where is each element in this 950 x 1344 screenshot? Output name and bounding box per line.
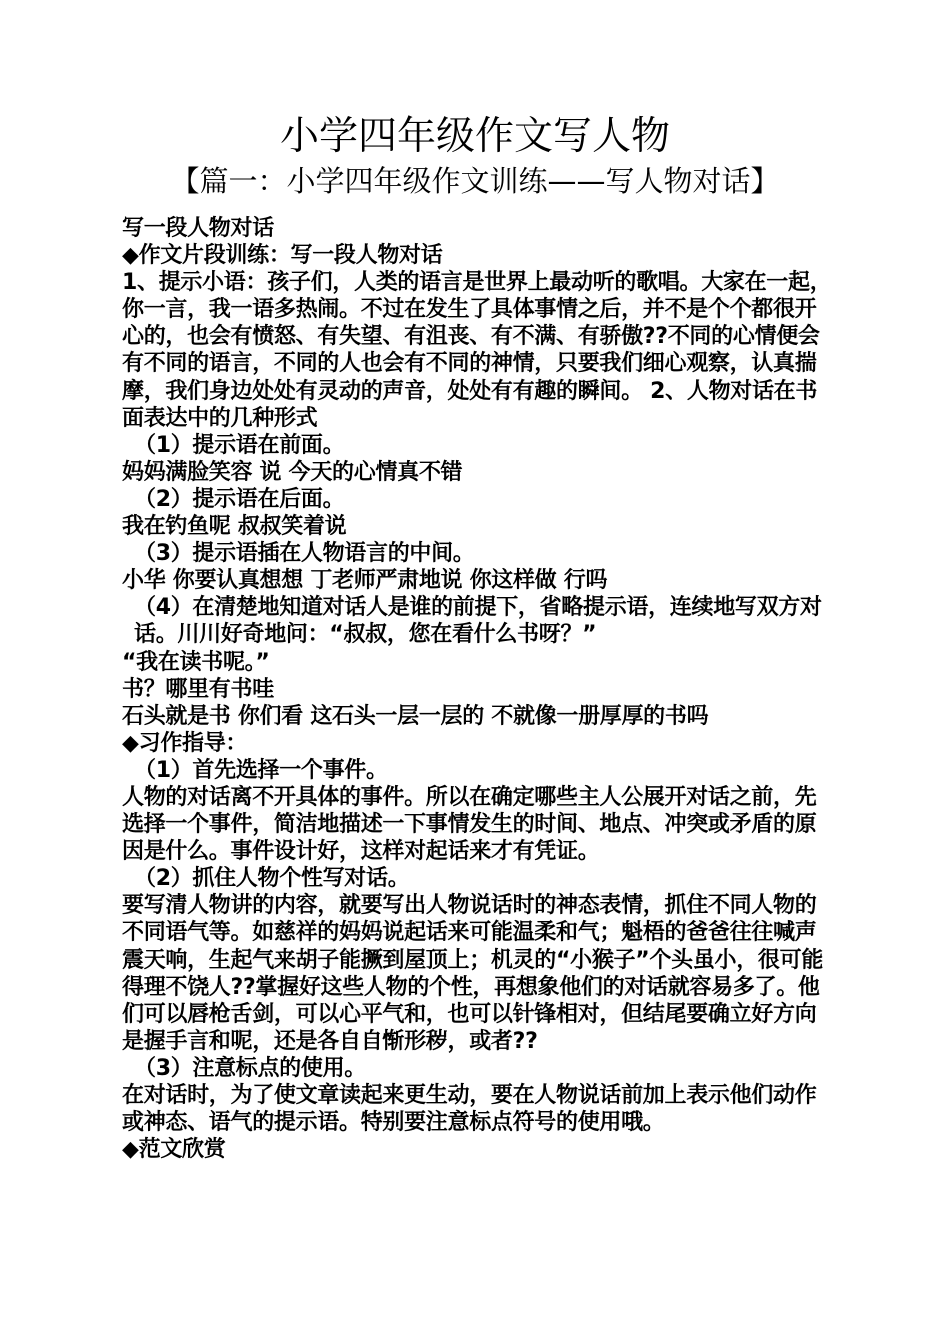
- example-line: 妈妈满脸笑容 说 今天的心情真不错: [122, 459, 463, 485]
- subheading: （2）提示语在后面。: [134, 486, 345, 512]
- body-paragraph: 1、提示小语：孩子们，人类的语言是世界上最动听的歌唱。大家在一起，你一言，我一语多热闹。不过在发生了具体事情之后，并不是个个都很开心的，也会有愤怒、有失望、有沮丧、有不满、有骄傲??不同的心情便会有不同的语言，不同的人也会有不同的神情，只要我们细心观察，认真揣摩，我们身边处处有灵动的声音，处处有有趣的瞬间。 2、人物对话在书面表达中的几种形式: [122, 270, 832, 431]
- subheading: （2）抓住人物个性写对话。: [134, 866, 410, 892]
- example-line: 书？哪里有书哇: [122, 676, 274, 702]
- document-subtitle: 【篇一：小学四年级作文训练——写人物对话】: [170, 164, 780, 198]
- document-title: 小学四年级作文写人物: [279, 114, 670, 159]
- body-paragraph: 人物的对话离不开具体的事件。所以在确定哪些主人公展开对话之前，先选择一个事件，简洁地描述一下事情发生的时间、地点、冲突或矛盾的原因是什么。事件设计好，这样对起话来才有凭证。: [122, 784, 817, 865]
- example-line: “我在读书呢。”: [122, 649, 270, 675]
- example-line: 小华 你要认真想想 丁老师严肃地说 你这样做 行吗: [122, 568, 608, 594]
- subheading: （3）注意标点的使用。: [134, 1055, 367, 1081]
- example-line: 石头就是书 你们看 这石头一层一层的 不就像一册厚厚的书吗: [122, 703, 709, 729]
- bullet-heading: ◆作文片段训练：写一段人物对话: [122, 243, 443, 269]
- document-body: [116, 215, 838, 1163]
- subheading: （1）首先选择一个事件。: [134, 757, 388, 783]
- bullet-heading: ◆习作指导：: [122, 730, 248, 756]
- subheading: （3）提示语插在人物语言的中间。: [134, 541, 475, 567]
- bullet-heading: ◆范文欣赏: [122, 1137, 226, 1163]
- example-line: 我在钓鱼呢 叔叔笑着说: [122, 514, 347, 540]
- body-paragraph: 要写清人物讲的内容，就要写出人物说话时的神态表情，抓住不同人物的不同语气等。如慈祥的妈妈说起话来可能温柔和气；魁梧的爸爸往往喊声震天响，生起气来胡子能撅到屋顶上；机灵的“小猴子”个头虽小，很可能得理不饶人??掌握好这些人物的个性，再想象他们的对话就容易多了。他们可以唇枪舌剑，可以心平气和，也可以针锋相对，但结尾要确立好方向是握手言和呢，还是各自自惭形秽，或者??: [122, 893, 824, 1054]
- body-paragraph: （4）在清楚地知道对话人是谁的前提下，省略提示语，连续地写双方对话。川川好奇地问：“叔叔，您在看什么书呀？”: [134, 595, 822, 648]
- section-heading: 写一段人物对话: [122, 216, 274, 241]
- subheading: （1）提示语在前面。: [134, 432, 345, 458]
- body-paragraph: 在对话时，为了使文章读起来更生动，要在人物说话前加上表示他们动作或神态、语气的提示语。特别要注意标点符号的使用哦。: [122, 1083, 817, 1136]
